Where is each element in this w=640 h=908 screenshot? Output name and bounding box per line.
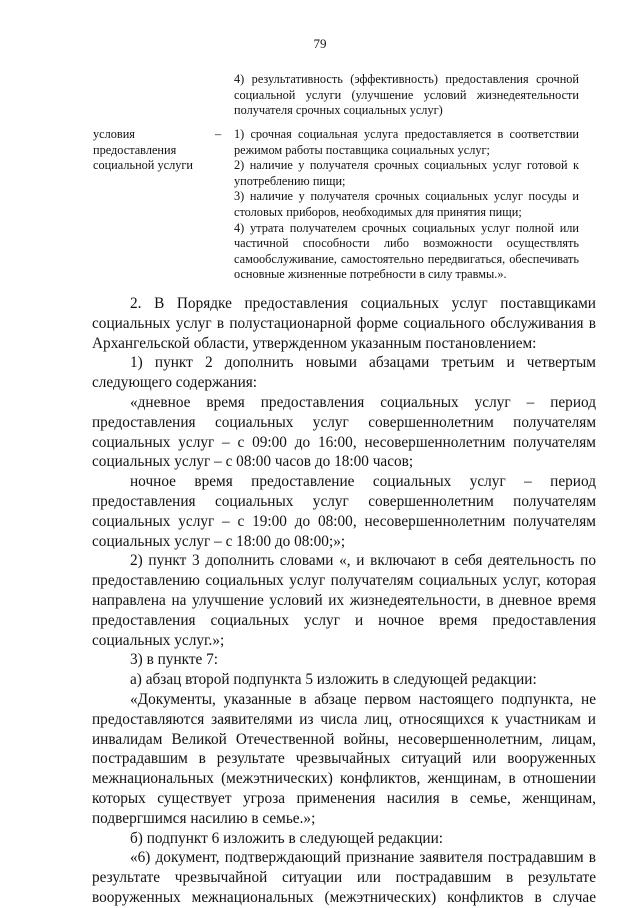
content-item: 4) результативность (эффективность) предоставления срочной социальной услуги (улучшение условий жизнедеятельности получателя срочных социальных услуг): [234, 72, 579, 118]
label-line: условия: [93, 127, 135, 141]
table-row-conditions: [93, 127, 593, 287]
table-row-results: [93, 72, 593, 120]
paragraph: 2) пункт 3 дополнить словами «, и включают в себя деятельность по предоставлению социальных услуг получателям социальных услуг, которая направлена на улучшение условий их жизнедеятельности, в дневное время предоставления социальных услуг и ночное время предоставления социальных услуг.»;: [92, 552, 596, 649]
paragraph: 3) в пункте 7:: [130, 651, 219, 669]
content-item: 1) срочная социальная услуга предоставляется в соответствии режимом работы поставщика социальных услуг;: [234, 127, 579, 157]
row-label: [93, 127, 223, 174]
page-number: 79: [313, 36, 327, 51]
paragraph: 1) пункт 2 дополнить новыми абзацами третьим и четвертым следующего содержания:: [92, 354, 596, 392]
row-dash: –: [215, 127, 222, 141]
content-item: 2) наличие у получателя срочных социальных услуг готовой к употреблению пищи;: [234, 158, 579, 188]
document-body: [92, 294, 596, 908]
label-line: предоставления: [93, 142, 177, 157]
paragraph: 2. В Порядке предоставления социальных услуг поставщиками социальных услуг в полустационарной форме социального обслуживания в Архангельской области, утвержденном указанным постановлением:: [92, 295, 596, 352]
paragraph: «6) документ, подтверждающий признание заявителя пострадавшим в результате чрезвычайной ситуации или пострадавшим в результате вооруженных межнациональных (межэтнических) конфликтов в случае: [92, 849, 596, 906]
paragraph: б) подпункт 6 изложить в следующей редакции:: [130, 829, 444, 847]
paragraph: ночное время предоставление социальных услуг – период предоставления социальных услуг совершеннолетним получателям социальных услуг – с 19:00 до 08:00, несовершеннолетним получателям социальных услуг – с 18:00 до 08:00;»;: [92, 473, 596, 550]
paragraph: а) абзац второй подпункта 5 изложить в следующей редакции:: [130, 671, 537, 689]
paragraph: «дневное время предоставления социальных услуг – период предоставления социальных услуг совершеннолетним получателям социальных услуг – с 09:00 до 16:00, несовершеннолетним получателям социальных услуг – с 08:00 часов до 18:00 часов;: [92, 393, 596, 471]
row-content: [234, 72, 579, 119]
content-item: 3) наличие у получателя срочных социальных услуг посуды и столовых приборов, необходимых для принятия пищи;: [234, 189, 579, 219]
row-content: [234, 127, 579, 283]
paragraph: «Документы, указанные в абзаце первом настоящего подпункта, не предоставляются заявителями из числа лиц, относящихся к участникам и инвалидам Великой Отечественной войны, несовершеннолетним, лицам, пострадавшим в результате чрезвычайных ситуаций или вооруженных межнациональных (межэтнических) конфликтов, женщинам, в отношении которых существует угроза применения насилия в семье, женщинам, подвергшимся насилию в семье.»;: [92, 690, 596, 827]
content-item: 4) утрата получателем срочных социальных услуг полной или частичной способности либо возможности осуществлять самообслуживание, самостоятельно передвигаться, обеспечивать основные жизненные потребности в силу травмы.».: [234, 220, 579, 282]
label-line: социальной услуги: [93, 158, 193, 173]
